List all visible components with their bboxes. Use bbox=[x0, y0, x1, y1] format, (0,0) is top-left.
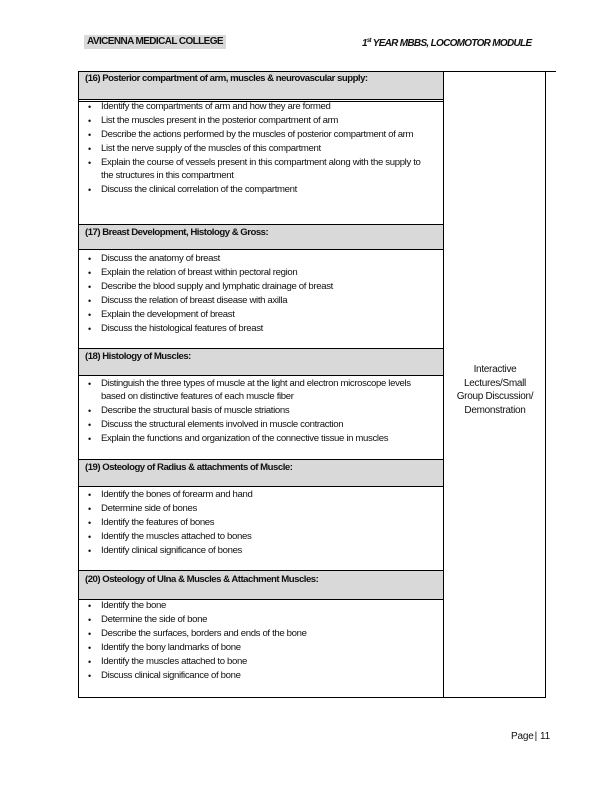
list-item: • Discuss the structural elements involved in muscle contraction bbox=[79, 419, 429, 432]
page-number-value: 11 bbox=[539, 731, 550, 742]
teaching-method bbox=[444, 363, 546, 417]
list-item: • Discuss the relation of breast disease with axilla bbox=[79, 295, 429, 308]
page-separator: | bbox=[534, 731, 537, 742]
section-20-list bbox=[79, 600, 429, 684]
section-19-list bbox=[79, 489, 429, 559]
list-item: • Identify the features of bones bbox=[79, 517, 429, 530]
college-name: AVICENNA MEDICAL COLLEGE bbox=[84, 35, 226, 49]
section-18-list bbox=[79, 378, 429, 447]
list-item: • Describe the surfaces, borders and ends of the bone bbox=[79, 628, 429, 641]
list-item: • Discuss the histological features of breast bbox=[79, 323, 429, 336]
list-item: • Describe the structural basis of muscle striations bbox=[79, 405, 429, 418]
list-item: • Identify the bones of forearm and hand bbox=[79, 489, 429, 502]
teaching-method-line: Demonstration bbox=[464, 404, 526, 416]
teaching-method-line: Lectures/Small bbox=[464, 377, 526, 389]
list-item: • Describe the actions performed by the muscles of posterior compartment of arm bbox=[79, 129, 429, 142]
section-19-heading: (19) Osteology of Radius & attachments of Muscle: bbox=[79, 459, 443, 487]
list-item: • Explain the development of breast bbox=[79, 309, 429, 322]
list-item: • Identify the muscles attached to bone bbox=[79, 656, 429, 669]
list-item: • Discuss the anatomy of breast bbox=[79, 253, 429, 266]
list-item: • Describe the blood supply and lymphatic drainage of breast bbox=[79, 281, 429, 294]
section-17-list bbox=[79, 253, 429, 337]
module-title bbox=[362, 35, 531, 50]
module-year-suffix: st bbox=[366, 38, 371, 44]
list-item: • Discuss the clinical correlation of the compartment bbox=[79, 184, 429, 197]
section-17-heading: (17) Breast Development, Histology & Gross: bbox=[79, 224, 443, 250]
list-item: • Explain the functions and organization of the connective tissue in muscles bbox=[79, 433, 429, 446]
list-item: • Distinguish the three types of muscle at the light and electron microscope levels based on distinctive features of each muscle fiber bbox=[79, 378, 429, 403]
section-16-list bbox=[79, 101, 429, 198]
section-18-heading: (18) Histology of Muscles: bbox=[79, 348, 443, 376]
section-16-heading: (16) Posterior compartment of arm, muscles & neurovascular supply: bbox=[79, 72, 443, 100]
list-item: • Explain the course of vessels present in this compartment along with the supply to the structures in this compartment bbox=[79, 157, 429, 182]
list-item: • Determine the side of bone bbox=[79, 614, 429, 627]
module-name: YEAR MBBS, LOCOMOTOR MODULE bbox=[372, 38, 532, 49]
list-item: • Determine side of bones bbox=[79, 503, 429, 516]
module-year: 1 bbox=[362, 38, 367, 49]
teaching-method-line: Group Discussion/ bbox=[456, 391, 534, 402]
list-item: • Identify the bony landmarks of bone bbox=[79, 642, 429, 655]
list-item: • Identify the compartments of arm and how they are formed bbox=[79, 101, 429, 114]
list-item: • Identify the muscles attached to bones bbox=[79, 531, 429, 544]
list-item: • Identify the bone bbox=[79, 600, 429, 613]
list-item: • List the nerve supply of the muscles of this compartment bbox=[79, 143, 429, 156]
list-item: • Identify clinical significance of bones bbox=[79, 545, 429, 558]
page-number bbox=[511, 731, 550, 742]
teaching-method-line: Interactive bbox=[473, 364, 517, 375]
list-item: • Explain the relation of breast within pectoral region bbox=[79, 267, 429, 280]
page-label: Page bbox=[511, 731, 534, 742]
list-item: • Discuss clinical significance of bone bbox=[79, 670, 429, 683]
section-20-heading: (20) Osteology of Ulna & Muscles & Attachment Muscles: bbox=[79, 570, 443, 600]
list-item: • List the muscles present in the posterior compartment of arm bbox=[79, 115, 429, 128]
